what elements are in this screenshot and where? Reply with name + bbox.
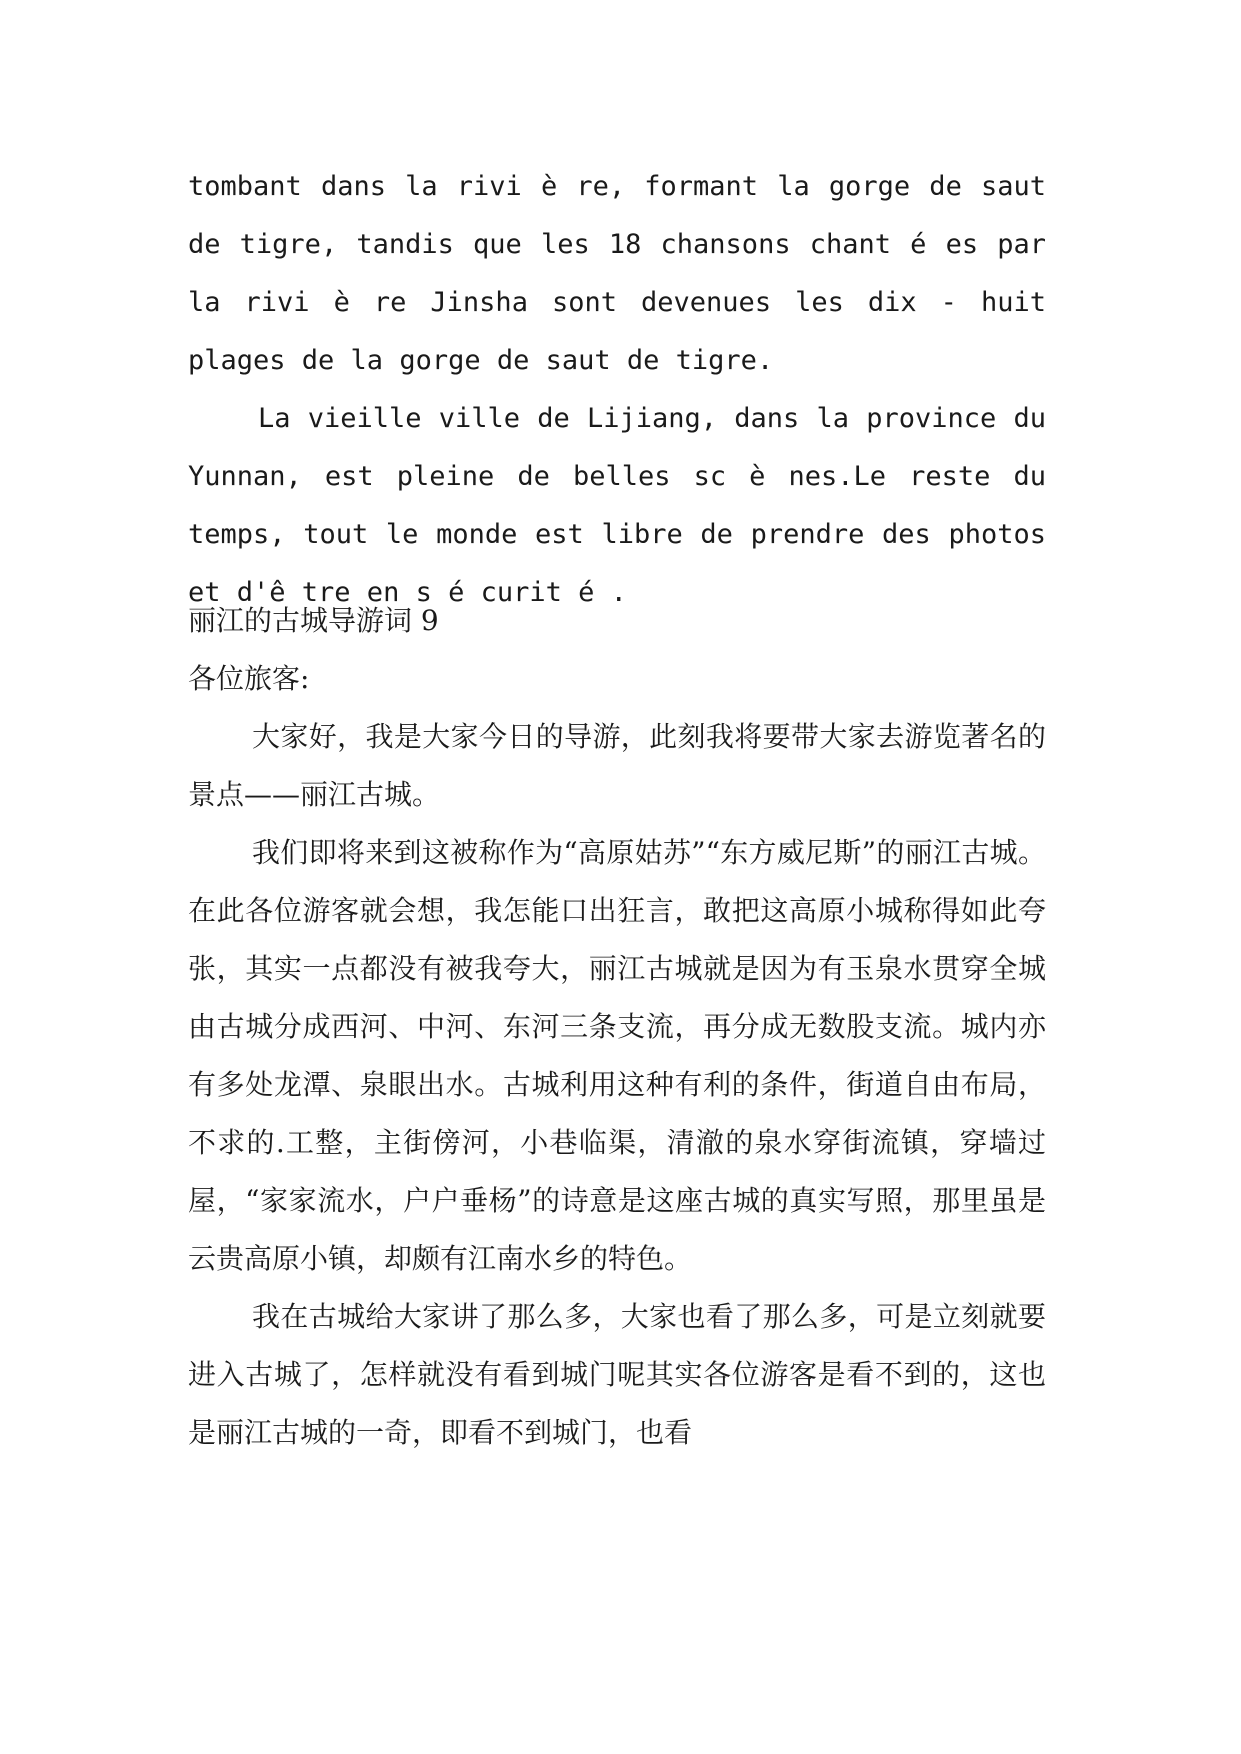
french-paragraph-2: La vieille ville de Lijiang, dans la province du Yunnan, est pleine de belles sc è nes.Le reste du temps, tout le monde est libre de prendre des photos et d'ê tre en s é curit é .: [188, 403, 1046, 608]
chinese-text-section: [188, 592, 1046, 1462]
french-text-section: [188, 158, 1046, 622]
chinese-paragraph-2: 我们即将来到这被称作为“高原姑苏”“东方威尼斯”的丽江古城。在此各位游客就会想，我怎能口出狂言，敢把这高原小城称得如此夸张，其实一点都没有被我夸大，丽江古城就是因为有玉泉水贯穿全城由古城分成西河、中河、东河三条支流，再分成无数股支流。城内亦有多处龙潭、泉眼出水。古城利用这种有利的条件，街道自由布局，不求的.工整，主街傍河，小巷临渠，清澈的泉水穿街流镇，穿墙过屋，“家家流水，户户垂杨”的诗意是这座古城的真实写照，那里虽是云贵高原小镇，却颇有江南水乡的特色。: [188, 836, 1046, 1275]
section-title: 丽江的古城导游词 9: [188, 604, 439, 637]
french-paragraph-1: tombant dans la rivi è re, formant la gorge de saut de tigre, tandis que les 18 chansons chant é es par la rivi è re Jinsha sont devenues les dix - huit plages de la gorge de saut de tigre.: [188, 171, 1046, 376]
chinese-paragraph-1: 大家好，我是大家今日的导游，此刻我将要带大家去游览著名的景点——丽江古城。: [188, 720, 1046, 811]
chinese-paragraph-3: 我在古城给大家讲了那么多，大家也看了那么多，可是立刻就要进入古城了，怎样就没有看到城门呢其实各位游客是看不到的，这也是丽江古城的一奇，即看不到城门，也看: [188, 1300, 1046, 1449]
greeting: 各位旅客:: [188, 662, 310, 695]
